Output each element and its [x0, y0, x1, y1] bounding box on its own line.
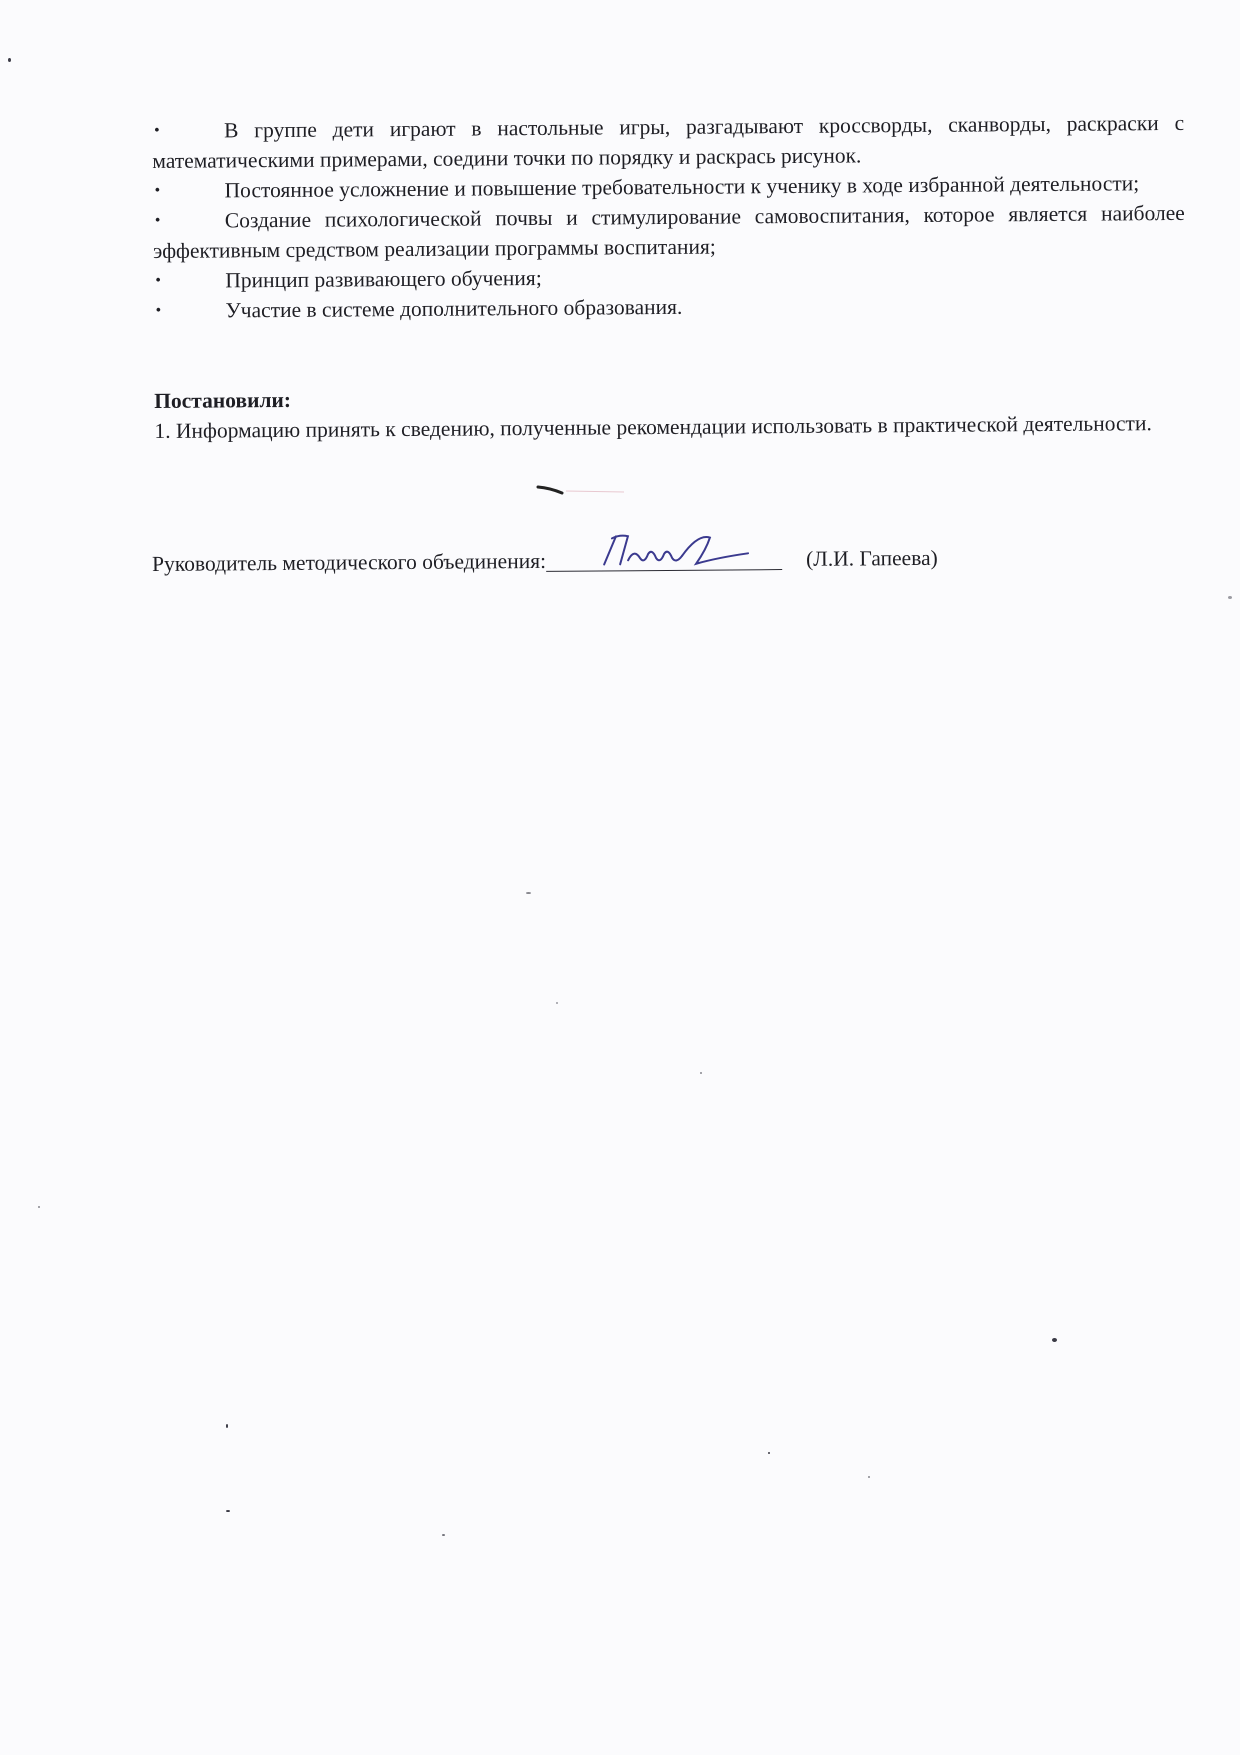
decision-heading: Постановили:: [154, 387, 292, 413]
list-item-text: Участие в системе дополнительного образования.: [225, 294, 683, 323]
scan-speck: [868, 1476, 870, 1478]
scan-speck: [38, 1206, 40, 1208]
document-body: [152, 108, 1187, 446]
signature-field: [546, 543, 782, 572]
list-item: [152, 108, 1184, 176]
scan-speck: [1228, 596, 1232, 599]
scan-speck: [768, 1452, 770, 1454]
scan-speck: [526, 892, 531, 894]
scan-speck: [442, 1534, 445, 1536]
signature-line: [152, 540, 1152, 579]
list-item-text: Создание психологической почвы и стимулирование самовоспитания, которое является наиболее эффективным средством реализации программы воспитания;: [152, 200, 1185, 263]
scan-speck: [1052, 1338, 1057, 1342]
list-item-text: В группе дети играют в настольные игры, разгадывают кроссворды, сканворды, раскраски с математическими примерами, соедини точки по порядку и раскрась рисунок.: [152, 110, 1185, 173]
decision-text: 1. Информацию принять к сведению, полученные рекомендации использовать в практической деятельности.: [154, 411, 1152, 443]
bullet-icon: •: [154, 211, 161, 229]
bullet-icon: •: [154, 121, 160, 139]
scan-speck: [226, 1424, 228, 1428]
handwritten-signature: [598, 529, 758, 574]
scan-speck: [226, 1510, 230, 1512]
signature-label: Руководитель методического объединения:: [152, 548, 547, 576]
bullet-list: [152, 108, 1186, 326]
pen-stroke-mark: [536, 484, 626, 496]
scan-speck: [8, 58, 11, 62]
bullet-icon: •: [155, 301, 162, 319]
scan-speck: [700, 1072, 702, 1074]
list-item-text: Постоянное усложнение и повышение требовательности к ученику в ходе избранной деятельности;: [224, 171, 1140, 203]
signatory-name: (Л.И. Гапеева): [805, 545, 938, 571]
scan-speck: [556, 1002, 558, 1004]
list-item: [153, 198, 1185, 266]
section-gap: [154, 318, 1186, 386]
bullet-icon: •: [154, 181, 161, 199]
list-item-text: Принцип развивающего обучения;: [225, 265, 542, 293]
bullet-icon: •: [155, 271, 161, 289]
